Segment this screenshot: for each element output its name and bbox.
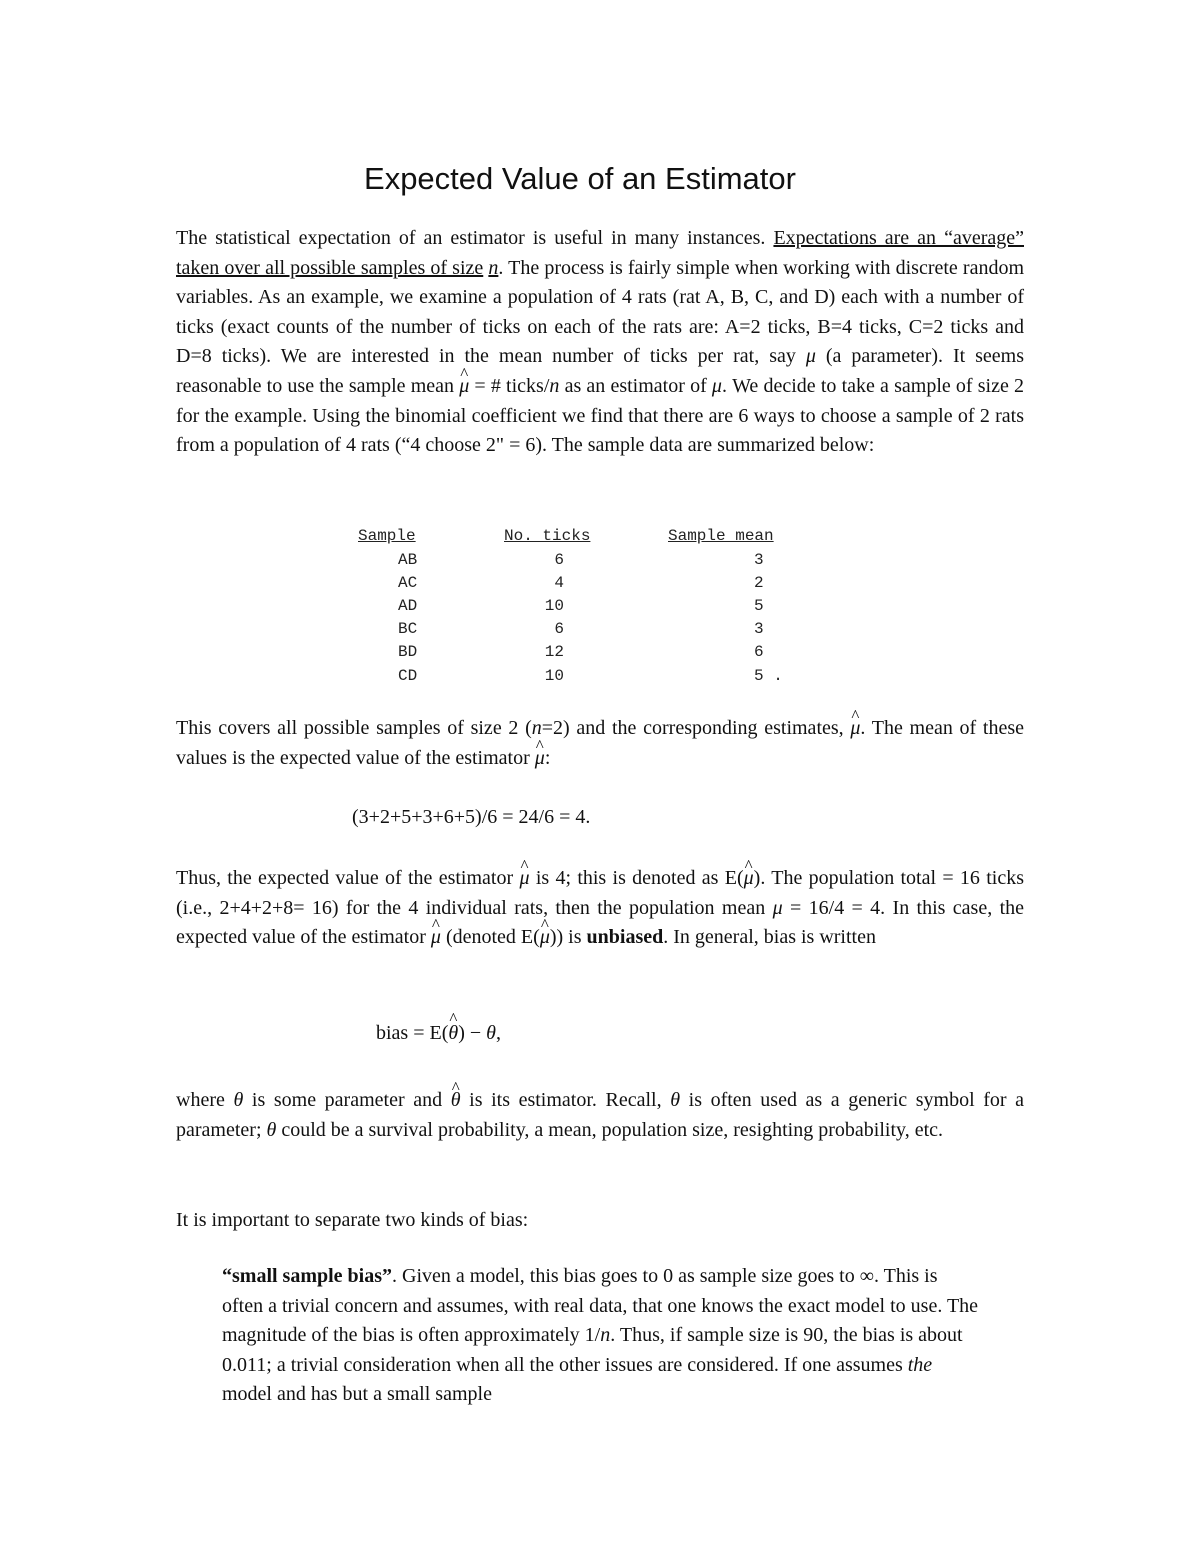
text: where — [176, 1089, 225, 1111]
bold-text: “small sample bias” — [222, 1265, 393, 1287]
text: = # ticks/ — [474, 374, 550, 397]
text: is its estimator. Recall, — [469, 1089, 662, 1111]
underlined-text: Expectations are an “average” taken over all possible samples of size — [176, 227, 1024, 279]
mu-hat-symbol: ^ μ — [431, 923, 441, 953]
table-row — [358, 664, 818, 687]
table-row — [358, 594, 818, 617]
cell-ticks: 12 — [544, 643, 564, 662]
text: model and has but a small sample — [222, 1383, 492, 1406]
header-mean: Sample mean — [668, 527, 774, 545]
cell-ticks: 6 — [554, 620, 564, 639]
text: . We decide to take a sample of size 2 for the example. Using the binomial coefficient we find that there are 6 ways to choose a sample of 2 rats from a population of 4 rats (“4 choose 2" = 6). The sample data are summarized below: — [176, 374, 1025, 457]
text: . Given a model, this bias goes to 0 as sample size goes to ∞. This is often a trivial concern and assumes, with real data, that one knows the exact model to use. The magnitude of the bias is often approximately 1/ — [222, 1265, 979, 1347]
n-symbol: n — [531, 717, 542, 739]
cell-ticks: 10 — [544, 666, 564, 685]
text: is often used as a generic symbol for a parameter; — [176, 1089, 1025, 1141]
cell-mean: 3 — [754, 550, 764, 569]
text: . Thus, if sample size is 90, the bias is about 0.011; a trivial consideration when all the other issues are considered. If one assumes — [222, 1324, 963, 1376]
cell-ticks: 4 — [554, 573, 564, 592]
cell-mean: 3 — [754, 620, 764, 639]
text: Thus, the expected value of the estimator — [176, 867, 514, 889]
header-ticks: No. ticks — [504, 527, 591, 545]
bias-equation — [376, 1022, 501, 1045]
page-title: Expected Value of an Estimator — [364, 160, 796, 196]
cell-ticks: 10 — [544, 596, 564, 615]
italic-text: the — [907, 1353, 933, 1376]
table-row — [358, 641, 818, 664]
mu-hat-symbol: ^ μ — [850, 714, 860, 744]
table-row — [358, 571, 818, 594]
text: =2) and the corresponding estimates, — [541, 717, 844, 739]
cell-sample: BD — [398, 643, 418, 662]
mu-hat-symbol: ^ μ — [744, 864, 754, 894]
text: (a parameter). It seems reasonable to use the sample mean — [176, 345, 1025, 397]
cell-sample: AD — [398, 596, 418, 615]
text: as an estimator of — [564, 374, 707, 397]
cell-ticks: 6 — [554, 550, 564, 569]
text: This covers all possible samples of size 2 ( — [176, 717, 532, 739]
cell-mean: 5 — [754, 596, 764, 615]
mu-hat-symbol: ^ μ — [535, 744, 545, 774]
theta-symbol: θ — [266, 1118, 277, 1141]
text: bias = E( — [376, 1022, 449, 1044]
text: (denoted E( — [445, 926, 540, 949]
mean-equation: (3+2+5+3+6+5)/6 = 24/6 = 4. — [352, 806, 591, 828]
text: is 4; this is denoted as E( — [535, 867, 744, 889]
text: , — [495, 1022, 501, 1044]
cell-sample: AC — [398, 573, 418, 592]
text: . The mean of these values is the expected value of the estimator — [176, 717, 1025, 769]
cell-mean: 2 — [754, 573, 764, 592]
n-symbol: n — [549, 374, 560, 397]
mu-hat-symbol: ^ μ — [519, 864, 529, 894]
table-header-row — [358, 524, 818, 548]
bold-text: unbiased — [586, 926, 664, 949]
theta-hat-symbol: ^ θ — [451, 1086, 461, 1116]
n-symbol: n — [600, 1324, 611, 1347]
cell-mean: 6 — [754, 643, 764, 662]
table-row — [358, 548, 818, 571]
expected-value-paragraph — [176, 864, 1024, 953]
n-symbol: n — [488, 256, 499, 279]
cell-sample: BC — [398, 620, 418, 639]
theta-hat-symbol: ^ θ — [448, 1022, 458, 1045]
mu-symbol: μ — [805, 345, 816, 368]
text: ). The population total = 16 ticks (i.e., 2+4+2+8= 16) for the 4 individual rats, then the population mean — [176, 867, 1025, 919]
theta-symbol: θ — [233, 1089, 244, 1111]
cell-sample: CD — [398, 666, 418, 685]
cell-sample: AB — [398, 550, 418, 569]
mu-symbol: μ — [772, 896, 783, 919]
mu-hat-symbol: ^ μ — [459, 372, 469, 402]
table-row — [358, 618, 818, 641]
bias-kinds-paragraph: It is important to separate two kinds of bias: — [176, 1209, 529, 1231]
mu-hat-symbol: ^ μ — [540, 923, 550, 953]
header-sample: Sample — [358, 527, 416, 545]
sample-table — [358, 524, 818, 687]
text: could be a survival probability, a mean, population size, resighting probability, etc. — [281, 1118, 944, 1141]
mu-symbol: μ — [711, 374, 722, 397]
text: = 16/4 = 4. In this case, the expected value of the estimator — [176, 896, 1024, 949]
intro-paragraph — [176, 224, 1024, 461]
theta-paragraph — [176, 1086, 1024, 1145]
theta-symbol: θ — [486, 1022, 496, 1044]
text: is some parameter and — [251, 1089, 443, 1111]
cell-mean: 5 . — [754, 666, 783, 685]
text: )) is — [549, 926, 582, 949]
covers-paragraph — [176, 714, 1024, 773]
text: . In general, bias is written — [663, 926, 876, 949]
text: . The process is fairly simple when working with discrete random variables. As an example, we examine a population of 4 rats (rat A, B, C, and D) each with a number of ticks (exact counts of the number of ticks on each of the rats are: A=2 ticks, B=4 ticks, C=2 ticks and D=8 ticks). We are interested in the mean number of ticks per rat, say — [176, 256, 1024, 368]
text: ) − — [458, 1022, 482, 1044]
small-sample-bias-paragraph — [222, 1262, 982, 1410]
theta-symbol: θ — [670, 1089, 681, 1111]
text: : — [544, 746, 551, 769]
text: The statistical expectation of an estimator is useful in many instances. — [176, 227, 766, 249]
